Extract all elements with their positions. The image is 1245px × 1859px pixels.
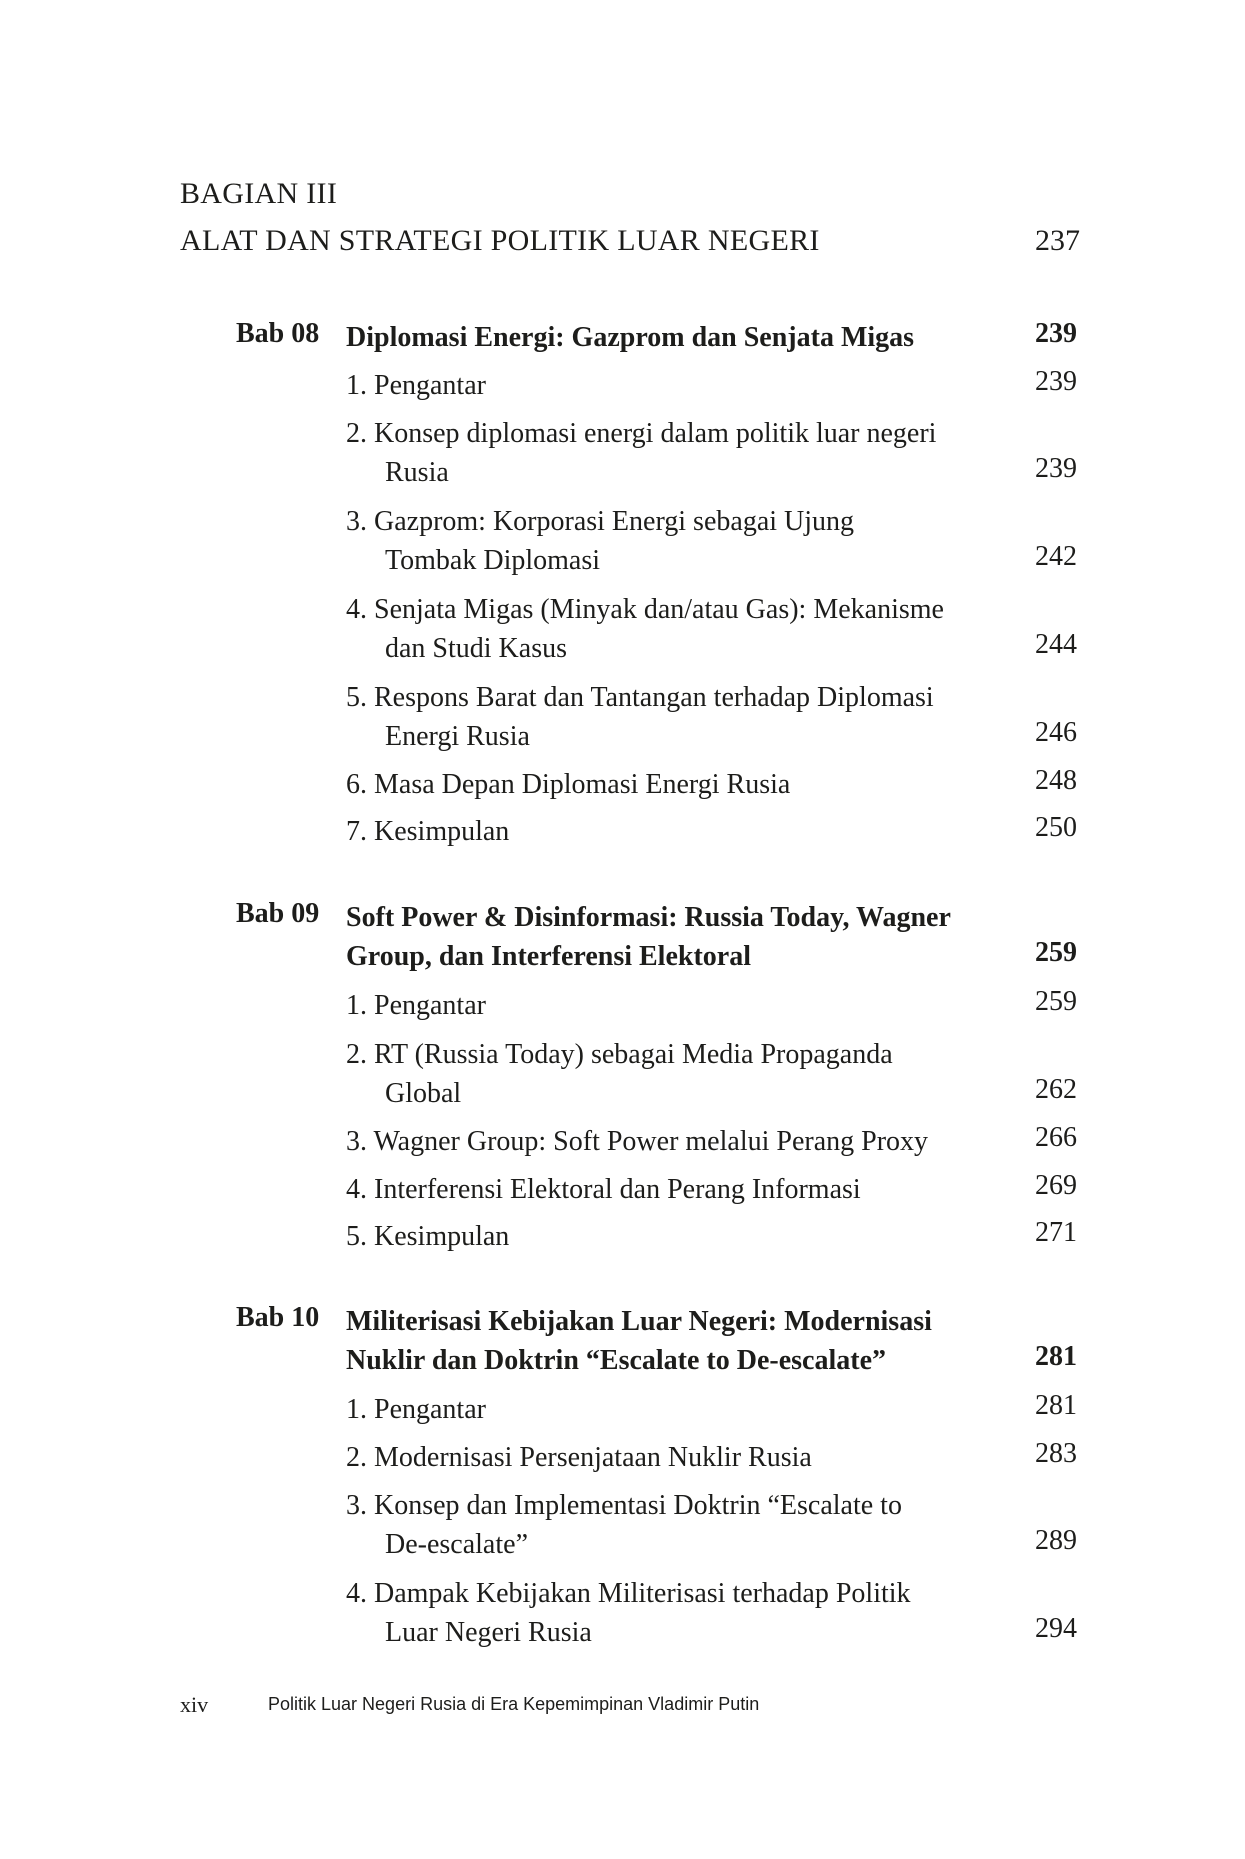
entry-title-continued: dan Studi Kasus (385, 633, 567, 664)
entry-title-continued: Energi Rusia (385, 721, 530, 752)
entry-title: 5. Kesimpulan (346, 1221, 510, 1252)
chapter-page-number: 281 (1035, 1341, 1077, 1372)
entry-page-number: 250 (1035, 812, 1077, 843)
chapter-page-number: 259 (1035, 937, 1077, 968)
entry-page-number: 262 (1035, 1074, 1077, 1105)
toc-entry (346, 1217, 509, 1256)
toc-entry (346, 1486, 902, 1564)
toc-entry (346, 1438, 812, 1477)
chapter-number: Bab 10 (236, 1302, 320, 1333)
entry-title-continued: Luar Negeri Rusia (385, 1617, 592, 1648)
chapter-number: Bab 09 (236, 898, 320, 929)
toc-entry (346, 678, 934, 756)
entry-title-continued: Global (385, 1078, 462, 1109)
chapter-title: Militerisasi Kebijakan Luar Negeri: Modernisasi Nuklir dan Doktrin “Escalate to De-escalate” (346, 1306, 932, 1376)
entry-page-number: 239 (1035, 366, 1077, 397)
toc-entry (346, 590, 944, 668)
toc-entry (346, 1574, 911, 1652)
toc-entry (346, 1122, 928, 1161)
toc-entry (346, 502, 854, 580)
entry-title: 4. Senjata Migas (Minyak dan/atau Gas): Mekanisme (346, 594, 944, 625)
toc-entry (346, 986, 486, 1025)
entry-page-number: 239 (1035, 453, 1077, 484)
toc-entry (346, 765, 790, 804)
chapter-number: Bab 08 (236, 318, 320, 349)
entry-page-number: 269 (1035, 1170, 1077, 1201)
entry-page-number: 242 (1035, 541, 1077, 572)
chapter-page-number: 239 (1035, 318, 1077, 349)
entry-title: 1. Pengantar (346, 990, 486, 1021)
footer-page-number: xiv (180, 1692, 209, 1717)
toc-entry (346, 1035, 893, 1113)
entry-page-number: 248 (1035, 765, 1077, 796)
entry-title: 1. Pengantar (346, 1394, 486, 1425)
toc-entry (346, 414, 936, 492)
entry-page-number: 246 (1035, 717, 1077, 748)
entry-page-number: 283 (1035, 1438, 1077, 1469)
entry-page-number: 294 (1035, 1613, 1077, 1644)
entry-title: 4. Interferensi Elektoral dan Perang Informasi (346, 1174, 861, 1205)
chapter-title: Diplomasi Energi: Gazprom dan Senjata Migas (346, 322, 915, 353)
entry-title-continued: De-escalate” (385, 1529, 528, 1560)
part-title: ALAT DAN STRATEGI POLITIK LUAR NEGERI (180, 224, 820, 257)
entry-page-number: 289 (1035, 1525, 1077, 1556)
toc-entry (346, 366, 486, 405)
entry-page-number: 244 (1035, 629, 1077, 660)
entry-page-number: 281 (1035, 1390, 1077, 1421)
toc-entry (346, 812, 509, 851)
part-page-number: 237 (1035, 224, 1080, 257)
entry-title: 6. Masa Depan Diplomasi Energi Rusia (346, 769, 791, 800)
entry-title: 5. Respons Barat dan Tantangan terhadap Diplomasi (346, 682, 934, 713)
footer-book-title: Politik Luar Negeri Rusia di Era Kepemimpinan Vladimir Putin (268, 1694, 760, 1714)
entry-title: 1. Pengantar (346, 370, 486, 401)
toc-entry (346, 1390, 486, 1429)
entry-title-continued: Rusia (385, 457, 449, 488)
entry-title: 2. Modernisasi Persenjataan Nuklir Rusia (346, 1442, 812, 1473)
entry-page-number: 259 (1035, 986, 1077, 1017)
entry-title: 3. Wagner Group: Soft Power melalui Perang Proxy (346, 1126, 929, 1157)
toc-entry (346, 1170, 861, 1209)
entry-title: 2. Konsep diplomasi energi dalam politik luar negeri (346, 418, 937, 449)
entry-title-continued: Tombak Diplomasi (385, 545, 601, 576)
chapter-title: Soft Power & Disinformasi: Russia Today, Wagner Group, dan Interferensi Elektoral (346, 902, 951, 972)
entry-title: 3. Gazprom: Korporasi Energi sebagai Ujung (346, 506, 855, 537)
entry-page-number: 266 (1035, 1122, 1077, 1153)
entry-title: 4. Dampak Kebijakan Militerisasi terhadap Politik (346, 1578, 911, 1609)
entry-page-number: 271 (1035, 1217, 1077, 1248)
entry-title: 7. Kesimpulan (346, 816, 510, 847)
entry-title: 3. Konsep dan Implementasi Doktrin “Escalate to (346, 1490, 902, 1521)
entry-title: 2. RT (Russia Today) sebagai Media Propaganda (346, 1039, 893, 1070)
part-label: BAGIAN III (180, 177, 338, 210)
